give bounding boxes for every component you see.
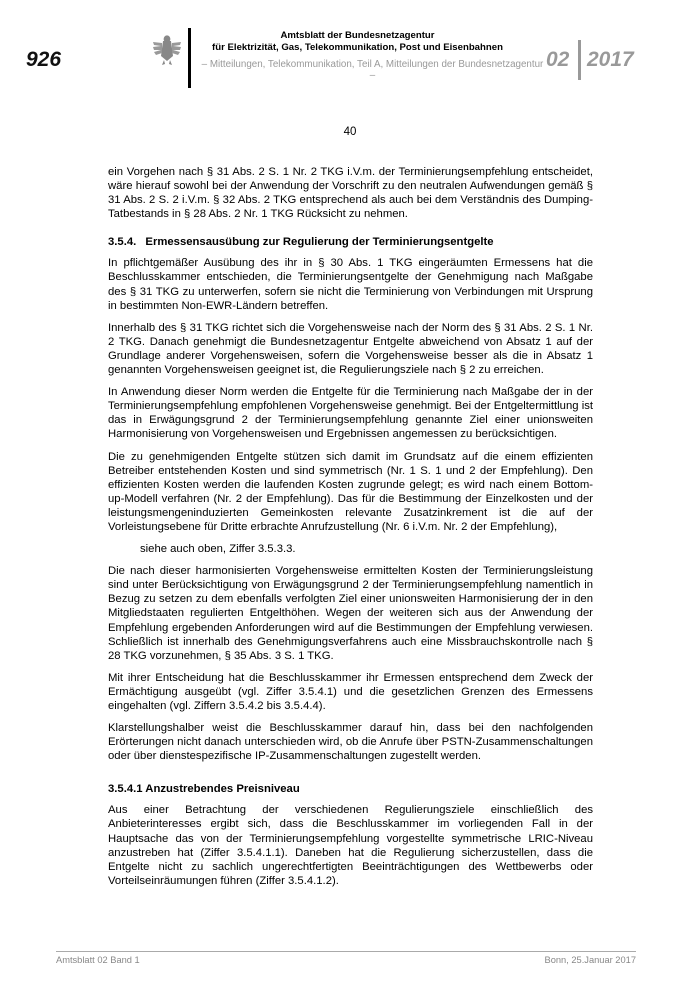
section-heading bbox=[108, 235, 593, 249]
issue-year: 2017 bbox=[587, 48, 634, 71]
inner-page-number: 40 bbox=[343, 126, 357, 138]
subsection-title: Anzustrebendes Preisniveau bbox=[145, 783, 300, 796]
paragraph: Innerhalb des § 31 TKG richtet sich die Vorgehensweise nach der Norm des § 31 Abs. 2 S. 1 Nr. 2 TKG. Danach genehmigt die Bundesnetzagentur Entgelte abweichend von Absatz 1 auf der Grundlage anderer Vorgehensweisen, sofern die Vorgehensweise besser als die in Absatz 1 genannten Vorgehensweisen geeignet ist, die Regulierungsziele nach § 2 zu erreichen. bbox=[108, 321, 593, 377]
page-number: 926 bbox=[26, 48, 62, 71]
paragraph: Die zu genehmigenden Entgelte stützen sich damit im Grundsatz auf die einem effizienten Betreiber entstehenden Kosten und sind symmetrisch (Nr. 1 S. 1 und 2 der Empfehlung). Den effizienten Kosten werden die laufenden Kosten zugrunde gelegt; es wird nach einem Bottom-up-Modell verfahren (Nr. 2 der Empfehlung). Das für die Bestimmung der Einzelkosten und der leistungsmengeninduzierten Gemeinkosten relevante Zusatzinkrement ist die auf der Vorleistungsebene für Dritte erbrachte Anrufzustellung (Nr. 6 i.V.m. Nr. 2 der Empfehlung), bbox=[108, 450, 593, 533]
footer-date: Bonn, 25.Januar 2017 bbox=[544, 955, 636, 965]
issue-divider bbox=[578, 40, 581, 80]
document-body bbox=[108, 165, 593, 896]
federal-eagle-icon bbox=[152, 34, 182, 66]
paragraph: Mit ihrer Entscheidung hat die Beschlusskammer ihr Ermessen entsprechend dem Zweck der Ermächtigung ausgeübt (vgl. Ziffer 3.5.4.1) und die gesetzlichen Grenzen des Ermessens eingehalten (vgl. Ziffern 3.5.4.2 bis 3.5.4.4). bbox=[108, 671, 593, 712]
paragraph: In pflichtgemäßer Ausübung des ihr in § 30 Abs. 1 TKG eingeräumten Ermessens hat die Beschlusskammer entschieden, die Terminierungsentgelte der Genehmigung nach Maßgabe des § 31 TKG zu unterwerfen, sofern sie nicht die Terminierung von Verbindungen mit Ursprung in bestimmten Non-EWR-Ländern betreffen. bbox=[108, 257, 593, 312]
cross-reference: siehe auch oben, Ziffer 3.5.3.3. bbox=[140, 543, 296, 556]
paragraph: ein Vorgehen nach § 31 Abs. 2 S. 1 Nr. 2 TKG i.V.m. der Terminierungsempfehlung entscheidet, wäre hierauf sowohl bei der Anwendung der Vorschrift zu den neutralen Aufwendungen gemäß § 31 Abs. 2 S. 2 i.V.m. § 32 Abs. 2 TKG entsprechend als auch bei dem Verständnis des Dumping-Tatbestands in § 28 Abs. 2 Nr. 1 TKG Rücksicht zu nehmen. bbox=[108, 166, 593, 221]
header-divider bbox=[188, 28, 191, 88]
section-title: Ermessensausübung zur Regulierung der Terminierungsentgelte bbox=[145, 236, 494, 249]
subsection-heading bbox=[108, 782, 593, 796]
paragraph: Klarstellungshalber weist die Beschlusskammer darauf hin, dass bei den nachfolgenden Erörterungen nicht danach unterschieden wird, ob die Anrufe über PSTN-Zusammenschaltungen oder über dienstespezifische IP-Zusammenschaltungen zugestellt werden. bbox=[108, 722, 593, 763]
paragraph: Die nach dieser harmonisierten Vorgehensweise ermittelten Kosten der Terminierungsleistung sind unter Berücksichtigung von Erwägungsgrund 2 der Terminierungsempfehlung namentlich in Bezug zu setzen zu dem ebenfalls verfolgten Ziel einer unionsweiten Harmonisierung der in den Mitgliedstaaten regulierten Entgelthöhen. Wegen der weiteren sich aus der Anwendung der Empfehlung ergebenden Anforderungen wird auf die Bestimmungen der Empfehlung verwiesen. Schließlich ist innerhalb des Genehmigungsverfahrens auch eine Missbrauchskontrolle nach § 28 TKG vorzunehmen, § 35 Abs. 3 S. 1 TKG. bbox=[108, 565, 593, 662]
gazette-title bbox=[200, 30, 515, 53]
paragraph: In Anwendung dieser Norm werden die Entgelte für die Terminierung nach Maßgabe der in der Terminierungsempfehlung empfohlenen Vorgehensweise genehmigt. Bei der Entgeltermittlung ist das in Erwägungsgrund 2 der Terminierungsempfehlung genannte Ziel einer unionsweiten Harmonisierung von Vorgehensweisen und Ergebnissen angemessen zu berücksichtigen. bbox=[108, 386, 593, 441]
gazette-title-line1: Amtsblatt der Bundesnetzagentur bbox=[280, 30, 435, 41]
paragraph: Aus einer Betrachtung der verschiedenen Regulierungsziele einschließlich des Anbieterinteresses ergibt sich, dass die Beschlusskammer im vorliegenden Fall in der Hauptsache das von der Terminierungsempfehlung vorgestellte symmetrische LRIC-Niveau anzustreben hat (Ziffer 3.5.4.1.1). Daneben hat die Regulierung sicherzustellen, dass die Entgelte nicht zu sachlich ungerechtfertigten Beeinträchtigungen des Wettbewerbs oder Vorteilseinräumungen führen (Ziffer 3.5.4.1.2). bbox=[108, 804, 593, 887]
section-number: 3.5.4. bbox=[108, 236, 137, 249]
gazette-subtitle: – Mitteilungen, Telekommunikation, Teil A, Mitteilungen der Bundesnetzagentur – bbox=[201, 59, 544, 81]
subsection-number: 3.5.4.1 bbox=[108, 783, 143, 796]
issue-number: 02 bbox=[546, 48, 570, 71]
gazette-title-line2: für Elektrizität, Gas, Telekommunikation, Post und Eisenbahnen bbox=[212, 41, 503, 53]
footer-publication: Amtsblatt 02 Band 1 bbox=[56, 955, 140, 965]
footer-divider bbox=[56, 951, 636, 952]
